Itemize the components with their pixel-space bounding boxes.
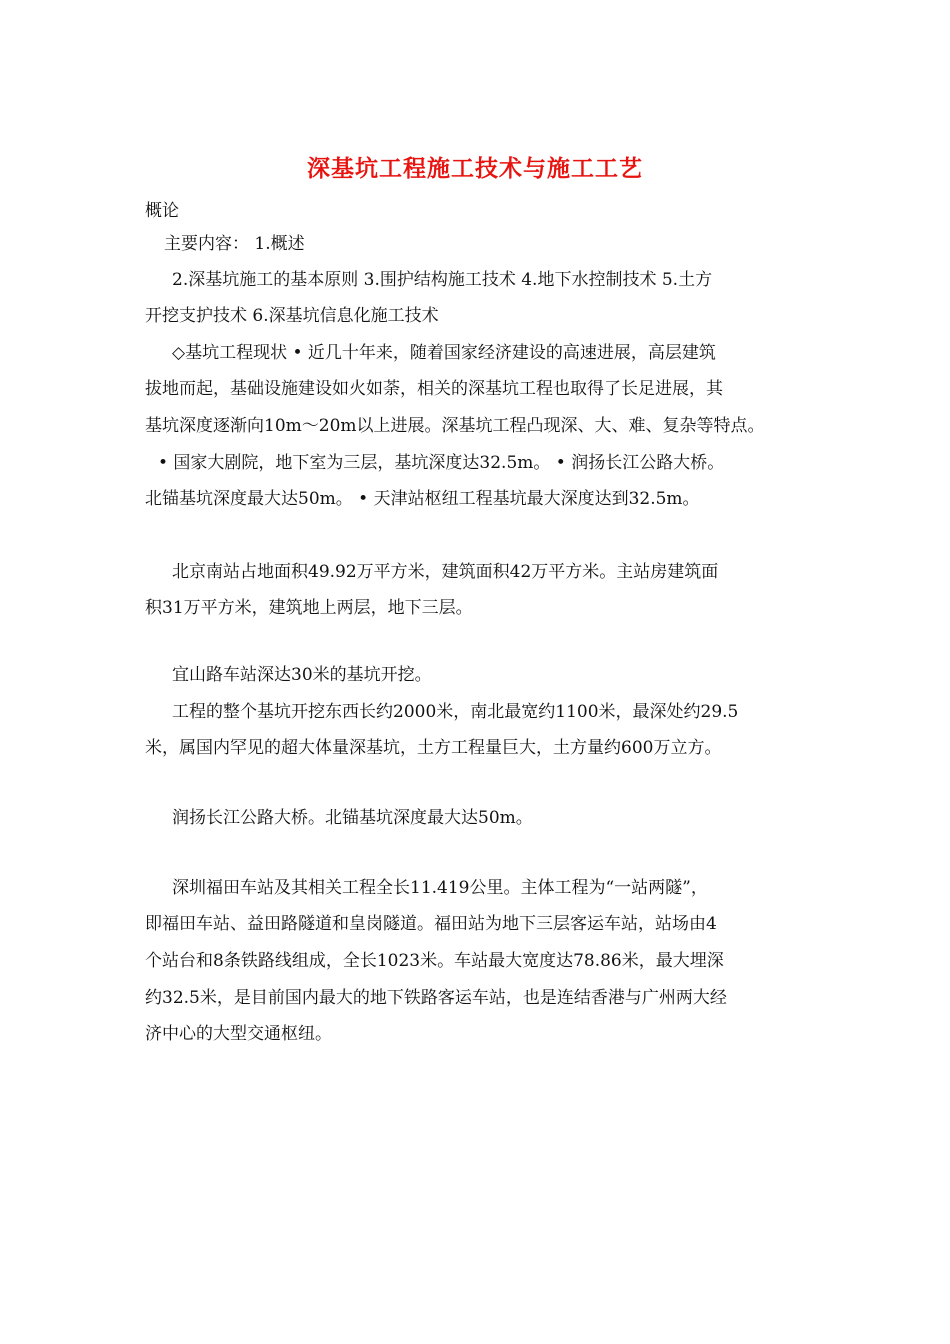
contents-label: 主要内容： 1.概述 xyxy=(164,234,305,254)
futian-paragraph-line: 约32.5米，是目前国内最大的地下铁路客运车站，也是连结香港与广州两大经 xyxy=(145,988,727,1008)
document-title: 深基坑工程施工技术与施工工艺 xyxy=(307,155,643,182)
status-paragraph-line: 拔地而起，基础设施建设如火如荼，相关的深基坑工程也取得了长足进展，其 xyxy=(145,379,723,399)
status-paragraph-line: • 国家大剧院，地下室为三层，基坑深度达32.5m。 • 润扬长江公路大桥。 xyxy=(158,453,725,473)
project-paragraph-line: 工程的整个基坑开挖东西长约2000米，南北最宽约1100米，最深处约29.5 xyxy=(172,702,739,722)
yishan-line: 宜山路车站深达30米的基坑开挖。 xyxy=(172,665,432,685)
futian-paragraph-line: 济中心的大型交通枢纽。 xyxy=(145,1024,332,1044)
contents-items-line: 开挖支护技术 6.深基坑信息化施工技术 xyxy=(145,306,439,326)
futian-paragraph-line: 深圳福田车站及其相关工程全长11.419公里。主体工程为“一站两隧”， xyxy=(172,878,708,898)
section-heading: 概论 xyxy=(145,201,179,221)
project-paragraph-line: 米，属国内罕见的超大体量深基坑，土方工程量巨大，土方量约600万立方。 xyxy=(145,738,722,758)
status-paragraph-line: ◇基坑工程现状 • 近几十年来，随着国家经济建设的高速进展，高层建筑 xyxy=(172,343,716,363)
beijing-south-paragraph-line: 积31万平方米，建筑地上两层，地下三层。 xyxy=(145,598,473,618)
status-paragraph-line: 北锚基坑深度最大达50m。 • 天津站枢纽工程基坑最大深度达到32.5m。 xyxy=(145,489,700,509)
futian-paragraph-line: 个站台和8条铁路线组成，全长1023米。车站最大宽度达78.86米，最大埋深 xyxy=(145,951,724,971)
futian-paragraph-line: 即福田车站、益田路隧道和皇岗隧道。福田站为地下三层客运车站，站场由4 xyxy=(145,914,717,934)
contents-items-line: 2.深基坑施工的基本原则 3.围护结构施工技术 4.地下水控制技术 5.土方 xyxy=(172,270,713,290)
status-paragraph-line: 基坑深度逐渐向10m～20m以上进展。深基坑工程凸现深、大、难、复杂等特点。 xyxy=(145,416,765,436)
runyang-line: 润扬长江公路大桥。北锚基坑深度最大达50m。 xyxy=(172,808,533,828)
beijing-south-paragraph-line: 北京南站占地面积49.92万平方米，建筑面积42万平方米。主站房建筑面 xyxy=(172,562,719,582)
